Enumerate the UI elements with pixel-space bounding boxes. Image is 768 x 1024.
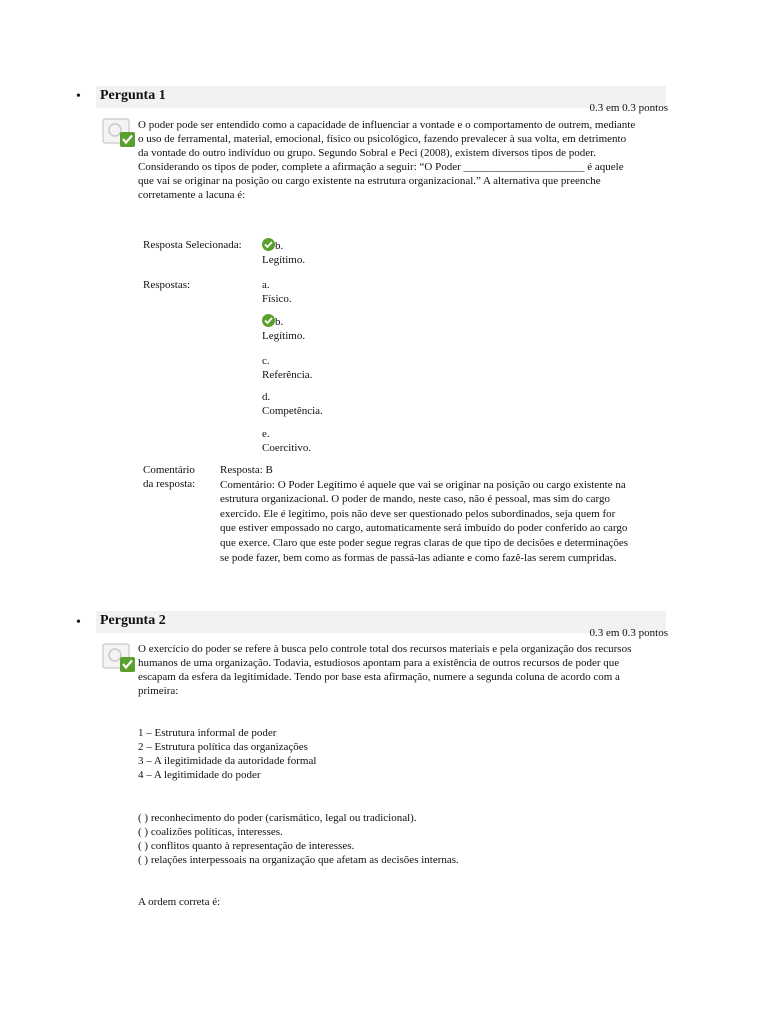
graded-correct-icon (102, 118, 136, 148)
comment-label (143, 463, 195, 491)
question-2-bullet: • (76, 615, 81, 630)
question-2-stem: O exercício do poder se refere à busca pelo controle total dos recursos materiais e pela organização dos recursos humanos de uma organização. Todavia, estudiosos apontam para a existência de outros recursos de poder que escapam da esfera da legitimidade. Tendo por base esta afirmação, numere a segunda coluna de acordo com a primeira: (138, 643, 632, 697)
answer-option-d (262, 390, 323, 418)
option-text: Legítimo. (262, 330, 306, 342)
graded-correct-icon (102, 643, 136, 673)
column2-item-2: ( ) coalizões políticas, interesses. (138, 826, 283, 838)
comment-label-line-2: da resposta: (143, 478, 196, 490)
question-1-title: Pergunta 1 (100, 88, 166, 103)
option-letter: a. (262, 279, 270, 291)
question-2-header (96, 611, 666, 633)
question-2-title: Pergunta 2 (100, 613, 166, 628)
column1-item-1: 1 – Estrutura informal de poder (138, 727, 277, 739)
column2-item-1: ( ) reconhecimento do poder (carismático, legal ou tradicional). (138, 812, 417, 824)
correct-check-icon (262, 314, 275, 327)
option-letter: d. (262, 391, 271, 403)
option-letter: c. (262, 355, 270, 367)
column2-item-4: ( ) relações interpessoais na organização que afetam as decisões internas. (138, 854, 459, 866)
option-letter: b. (275, 316, 284, 328)
answers-label: Respostas: (143, 279, 191, 291)
column1-item-3: 3 – A ilegitimidade da autoridade formal (138, 755, 317, 767)
correct-check-icon (262, 238, 275, 251)
question-1-header (96, 86, 666, 108)
selected-answer (262, 238, 305, 267)
selected-answer-text: Legítimo. (262, 254, 306, 266)
column1-item-2: 2 – Estrutura política das organizações (138, 741, 308, 753)
answer-option-b (262, 314, 305, 343)
option-text: Coercitivo. (262, 442, 312, 454)
answer-option-a (262, 278, 292, 306)
comment-label-line-1: Comentário (143, 464, 195, 476)
question-1-points: 0.3 em 0.3 pontos (589, 102, 668, 114)
selected-answer-letter: b. (275, 240, 284, 252)
comment-text: Comentário: O Poder Legítimo é aquele que vai se originar na posição ou cargo existente na estrutura organizacional. O poder de mando, neste caso, não é pessoal, mas sim do cargo exercido. Ele é legítimo, pois não deve ser questionado pelos subordinados, seja quem for que estiver empossado no cargo, automaticamente será imbuído do poder conferido ao cargo que exerce. Claro que este poder segue regras claras de que tipo de decisões e determinações se pode fazer, bem como as formas de passá-las adiante e como fazê-las serem cumpridas. (220, 478, 629, 564)
answer-comment (220, 463, 632, 565)
option-text: Competência. (262, 405, 323, 417)
option-letter: e. (262, 428, 270, 440)
option-text: Físico. (262, 293, 292, 305)
question-2-points: 0.3 em 0.3 pontos (589, 627, 668, 639)
answer-option-e (262, 427, 311, 455)
comment-answer: Resposta: B (220, 464, 273, 476)
column1-item-4: 4 – A legitimidade do poder (138, 769, 261, 781)
column2-item-3: ( ) conflitos quanto à representação de interesses. (138, 840, 355, 852)
option-text: Referência. (262, 369, 313, 381)
answer-option-c (262, 354, 312, 382)
question-1-stem: O poder pode ser entendido como a capacidade de influenciar a vontade e o comportamento de outrem, mediante o uso de ferramental, material, emocional, físico ou psicológico, fazendo prevalecer à sua volta, em detrimento da vontade do outro indivíduo ou grupo. Segundo Sobral e Peci (2008), existem diversos tipos de poder. Considerando os tipos de poder, complete a afirmação a seguir: “O Poder ______________________ é aquele que vai se originar na posição ou cargo existente na estrutura organizacional.” A alternativa que preenche corretamente a lacuna é: (138, 119, 636, 201)
question-1-bullet: • (76, 89, 81, 104)
selected-answer-label: Resposta Selecionada: (143, 239, 242, 251)
closing-prompt: A ordem correta é: (138, 896, 221, 908)
